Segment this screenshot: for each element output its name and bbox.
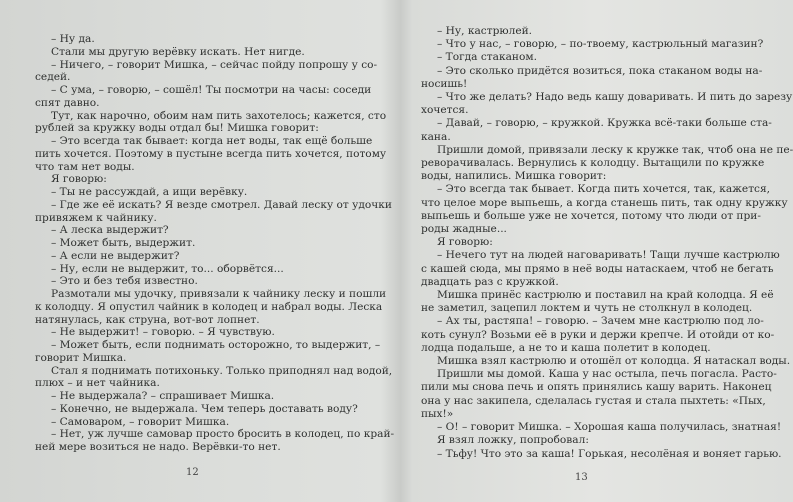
text-line: – Ты не рассуждай, а ищи верёвку. bbox=[51, 186, 248, 198]
paragraph bbox=[35, 428, 395, 454]
text-line: воды, напились. Мишка говорит: bbox=[421, 170, 607, 183]
text-line: Стали мы другую верёвку искать. Нет нигде. bbox=[51, 45, 305, 58]
text-line: лодца подальше, а не то и каша полетит в колодец. bbox=[421, 341, 711, 354]
paragraph bbox=[35, 46, 351, 59]
paragraph bbox=[35, 84, 372, 110]
paragraph bbox=[421, 143, 793, 184]
paragraph bbox=[421, 249, 780, 289]
text-line: двадцать раз с кружкой. bbox=[421, 275, 559, 288]
text-line: не заметил, зацепил локтем и чуть не столкнул в колодец. bbox=[421, 302, 753, 315]
text-line: – Ну, кастрюлей. bbox=[437, 25, 533, 37]
text-line: пили мы снова печь и опять принялись кашу варить. Наконец bbox=[421, 381, 772, 394]
text-line: – О! – говорит Мишка. – Хорошая каша получилась, знатная! bbox=[437, 421, 782, 434]
page-number-left: 12 bbox=[186, 467, 199, 478]
paragraph bbox=[35, 326, 351, 339]
paragraph bbox=[35, 416, 351, 429]
paragraph bbox=[421, 25, 735, 38]
text-line: – А леска выдержит? bbox=[51, 224, 169, 237]
text-line: – Не выдержит! – говорю. – Я чувствую. bbox=[51, 326, 275, 339]
text-line: Тут, как нарочно, обоим нам пить захотелось; кажется, сто bbox=[51, 109, 387, 122]
text-line: – Давай, – говорю, – кружкой. Кружка всё-таки больше ста- bbox=[437, 117, 772, 130]
paragraph bbox=[35, 135, 387, 173]
text-line: с кашей сюда, мы прямо в неё воды натаскаем, чтоб не бегать bbox=[421, 262, 774, 275]
paragraph bbox=[35, 109, 387, 136]
text-line: коть сунул? Возьми её в руки и держи крепче. И отойди от ко- bbox=[421, 328, 775, 341]
text-line: роды жадные... bbox=[421, 223, 507, 236]
text-line: Я взял ложку, попробовал: bbox=[437, 434, 589, 447]
text-line: говорит Мишка. bbox=[35, 351, 127, 364]
paragraph bbox=[421, 447, 782, 461]
text-line: Пришли домой, привязали леску к кружке так, чтоб она не пе- bbox=[437, 143, 793, 156]
paragraph bbox=[35, 186, 351, 199]
text-line: – Нет, уж лучше самовар просто бросить в колодец, по край- bbox=[51, 428, 395, 441]
paragraph bbox=[35, 33, 351, 46]
text-line: – Ну да. bbox=[51, 33, 95, 45]
paragraph bbox=[421, 236, 735, 249]
text-line: пых!» bbox=[421, 407, 454, 420]
text-line: к колодцу. Я опустил чайник в колодец и набрал воды. Леска bbox=[35, 300, 383, 313]
paragraph bbox=[421, 289, 774, 315]
left-page-text bbox=[35, 33, 395, 454]
paragraph bbox=[421, 91, 793, 117]
text-line: – Это сколько придётся возиться, пока стаканом воды на- bbox=[437, 64, 763, 77]
text-line: Размотали мы удочку, привязали к чайнику леску и пошли bbox=[51, 288, 387, 300]
paragraph bbox=[35, 339, 381, 365]
text-line: – Что же делать? Надо ведь кашу доваривать. И пить до зарезу bbox=[437, 91, 793, 104]
text-line: – Ах ты, растяпа! – говорю. – Зачем мне кастрюлю под ло- bbox=[437, 315, 764, 328]
paragraph bbox=[35, 275, 351, 288]
text-line: что целое море выпьешь, а когда станешь пить, так одну кружку bbox=[421, 196, 788, 209]
text-line: Мишка взял кастрюлю и отошёл от колодца. Я натаскал воды. bbox=[437, 355, 791, 368]
text-line: Мишка принёс кастрюлю и поставил на край колодца. Я её bbox=[437, 289, 774, 302]
text-line: седей. bbox=[35, 71, 71, 84]
text-line: – Это и без тебя известно. bbox=[51, 275, 198, 288]
text-line: она у нас закипела, сделалась густая и стала пыхтеть: «Пых, bbox=[421, 394, 766, 407]
text-line: – Может быть, выдержит. bbox=[51, 237, 196, 249]
paragraph bbox=[421, 117, 772, 143]
paragraph bbox=[35, 263, 351, 276]
paragraph bbox=[35, 173, 351, 186]
text-line: плюх – и нет чайника. bbox=[35, 377, 160, 390]
paragraph bbox=[35, 288, 387, 326]
text-line: – Нечего тут на людей наговаривать! Тащи лучше кастрюлю bbox=[437, 249, 780, 262]
text-line: – Это всегда так бывает. Когда пить хочется, так, кажется, bbox=[437, 183, 771, 196]
text-line: – Ну, если не выдержит, то... оборвётся... bbox=[51, 262, 284, 275]
paragraph bbox=[421, 368, 777, 421]
text-line: – Что у нас, – говорю, – по-твоему, кастрюльный магазин? bbox=[437, 38, 764, 51]
paragraph bbox=[421, 355, 791, 368]
text-line: кана. bbox=[421, 130, 451, 143]
paragraph bbox=[35, 224, 351, 237]
text-line: хочется. bbox=[421, 104, 469, 117]
text-line: пить хочется. Поэтому в пустыне всегда пить хочется, потому bbox=[35, 147, 387, 160]
text-line: – Тьфу! Что это за каша! Горькая, несолёная и воняет гарью. bbox=[437, 447, 782, 460]
text-line: носишь! bbox=[421, 77, 468, 90]
text-line: Стал я поднимать потихоньку. Только приподнял над водой, bbox=[51, 364, 393, 377]
text-line: рублей за кружку воды отдал бы! Мишка говорит: bbox=[35, 122, 319, 135]
paragraph bbox=[35, 237, 351, 250]
text-line: Пришли мы домой. Каша у нас остыла, печь погасла. Расто- bbox=[437, 368, 777, 381]
paragraph bbox=[421, 434, 735, 447]
text-line: – Где же её искать? Я везде смотрел. Давай леску от удочки bbox=[51, 198, 392, 211]
text-line: привяжем к чайнику. bbox=[35, 211, 157, 224]
paragraph bbox=[421, 421, 782, 434]
paragraph bbox=[35, 58, 378, 85]
text-line: – Конечно, не выдержала. Чем теперь доставать воду? bbox=[51, 402, 358, 415]
paragraph bbox=[35, 250, 351, 263]
paragraph bbox=[35, 390, 351, 403]
text-line: Я говорю: bbox=[51, 173, 107, 186]
paragraph bbox=[421, 183, 788, 236]
text-line: – Самоваром, – говорит Мишка. bbox=[51, 415, 230, 428]
paragraph bbox=[35, 198, 392, 225]
text-line: – Не выдержала? – спрашивает Мишка. bbox=[51, 390, 275, 402]
paragraph bbox=[421, 38, 764, 51]
text-line: натянулась, как струна, вот-вот лопнет. bbox=[35, 313, 260, 326]
text-line: – Может быть, если поднимать осторожно, то выдержит, – bbox=[51, 339, 381, 351]
text-line: ней мере возиться не надо. Верёвки-то нет. bbox=[35, 441, 281, 453]
right-page-text bbox=[421, 25, 793, 461]
paragraph bbox=[35, 364, 393, 391]
text-line: – Тогда стаканом. bbox=[437, 51, 537, 64]
text-line: – А если не выдержит? bbox=[51, 249, 180, 262]
paragraph bbox=[421, 315, 775, 355]
text-line: – С ума, – говорю, – сошёл! Ты посмотри на часы: соседи bbox=[51, 84, 372, 96]
text-line: спят давно. bbox=[35, 96, 100, 109]
text-line: – Это всегда так бывает: когда нет воды, так ещё больше bbox=[51, 135, 373, 147]
paragraph bbox=[421, 51, 735, 64]
text-line: – Ничего, – говорит Мишка, – сейчас пойду попрошу у со- bbox=[51, 58, 378, 71]
paragraph bbox=[421, 64, 763, 91]
text-line: реворачивалась. Вернулись к колодцу. Вытащили по кружке bbox=[421, 157, 765, 170]
paragraph bbox=[35, 402, 358, 416]
text-line: Я говорю: bbox=[437, 236, 493, 249]
text-line: выпьешь и больше уже не хочется, потому что люди от при- bbox=[421, 209, 761, 222]
text-line: что там нет воды. bbox=[35, 160, 135, 173]
page-number-right: 13 bbox=[575, 472, 588, 483]
